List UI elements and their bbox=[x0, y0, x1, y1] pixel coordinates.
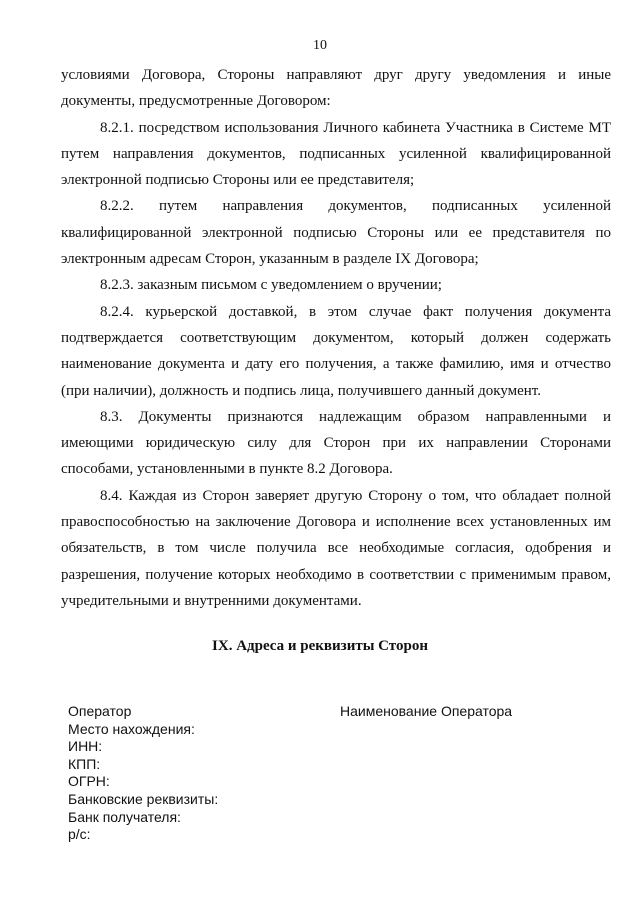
paragraph-continuation: условиями Договора, Стороны направляют друг другу уведомления и иные документы, предусмотренные Договором: bbox=[61, 67, 611, 110]
requisite-account-label: р/с: bbox=[68, 826, 91, 843]
paragraph-8-2-4: 8.2.4. курьерской доставкой, в этом случае факт получения документа подтверждается соответствующим документом, который должен содержать наименование документа и дату его получения, а также фамилию, имя и отчество (при наличии), должность и подпись лица, получившего данный документ. bbox=[61, 303, 611, 399]
paragraph-8-3: 8.3. Документы признаются надлежащим образом направленными и имеющими юридическую силу для Сторон при их направлении Сторонами способами, установленными в пункте 8.2 Договора. bbox=[61, 408, 611, 478]
requisite-operator-label: Оператор bbox=[68, 703, 132, 719]
page-number: 10 bbox=[313, 38, 327, 53]
operator-requisites bbox=[68, 703, 218, 844]
paragraph-8-2-3: 8.2.3. заказным письмом с уведомлением о вручении; bbox=[100, 277, 442, 294]
requisite-inn-label: ИНН: bbox=[68, 738, 103, 755]
requisite-location-label: Место нахождения: bbox=[68, 720, 195, 737]
requisite-kpp-label: КПП: bbox=[68, 755, 101, 772]
requisite-bank-label: Банк получателя: bbox=[68, 808, 181, 825]
section-heading: IX. Адреса и реквизиты Сторон bbox=[212, 638, 428, 654]
operator-name-title: Наименование Оператора bbox=[340, 703, 513, 719]
paragraph-8-2-1: 8.2.1. посредством использования Личного кабинета Участника в Системе МТ путем направления документов, подписанных усиленной квалифицированной электронной подписью Стороны или ее представителя; bbox=[61, 119, 611, 189]
requisite-ogrn-label: ОГРН: bbox=[68, 773, 110, 790]
paragraph-8-2-2: 8.2.2. путем направления документов, подписанных усиленной квалифицированной электронной подписью Стороны или ее представителя по электронным адресам Сторон, указанным в разделе IX Договора; bbox=[61, 198, 611, 268]
paragraph-8-4: 8.4. Каждая из Сторон заверяет другую Сторону о том, что обладает полной правоспособностью на заключение Договора и исполнение всех установленных им обязательств, в том числе получила все необходимые согласия, одобрения и разрешения, получение которых необходимо в соответствии с применимым правом, учредительными и внутренними документами. bbox=[61, 487, 611, 609]
requisite-bank-details-label: Банковские реквизиты: bbox=[68, 790, 219, 807]
document-body bbox=[61, 62, 611, 614]
